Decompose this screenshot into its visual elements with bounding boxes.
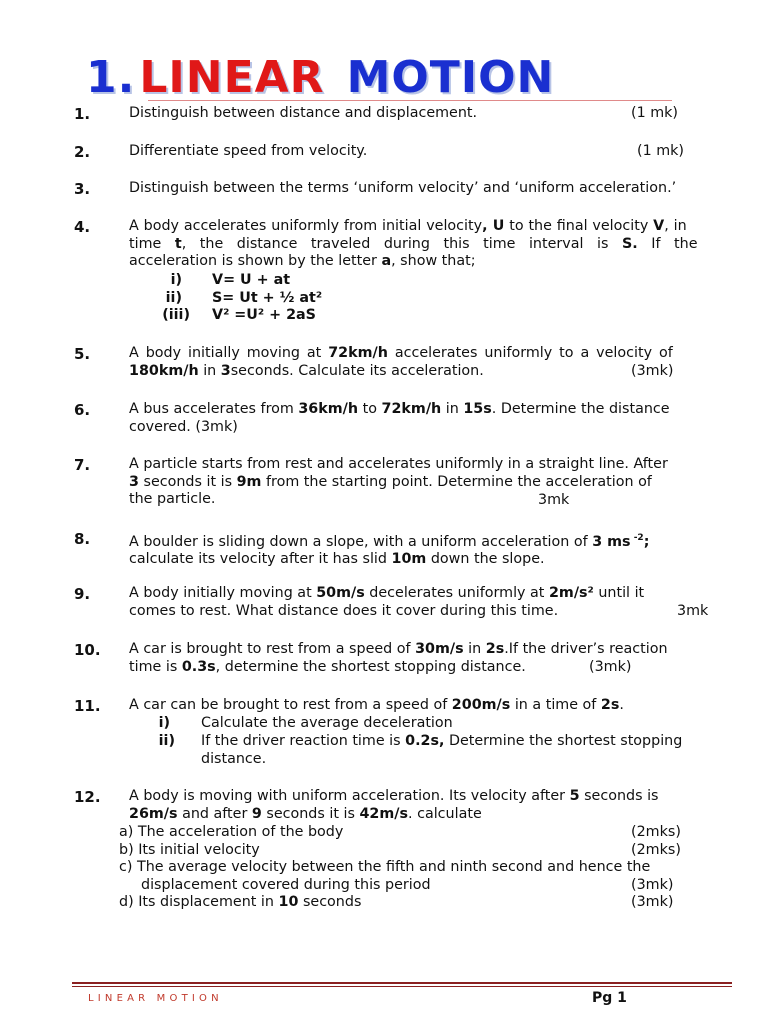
question-mark: 3mk <box>538 492 570 508</box>
question-text: A car is brought to rest from a speed of 30m/s in 2s.If the driver’s reaction time is 0.3s, determine the shortest stopping distance. <box>129 641 668 675</box>
sub-item-label: ii) <box>165 290 182 306</box>
question-number: 7. <box>74 456 91 474</box>
question-text: A boulder is sliding down a slope, with a uniform acceleration of 3 ms $^{-2}$; calculate its velocity after it has slid 10m down the slope. <box>129 533 650 568</box>
question-number: 12. <box>74 788 101 806</box>
question-number: 5. <box>74 345 91 363</box>
question-text: A body is moving with uniform acceleration. Its velocity after 5 seconds is 26m/s and after 9 seconds it is 42m/s. calculate <box>129 788 659 822</box>
question-mark: (1 mk) <box>637 143 685 159</box>
sub-item-text: V= U + at <box>212 272 291 288</box>
question-number: 2. <box>74 143 91 161</box>
question-text: A body initially moving at 72km/h accelerates uniformly to a velocity of 180km/h in 3seconds. Calculate its acceleration. <box>129 345 673 379</box>
sub-item-label: ii) <box>158 733 175 749</box>
title-word-linear: LINEAR <box>139 52 325 103</box>
question-number: 10. <box>74 641 101 659</box>
question-mark: (3mk) <box>589 659 632 675</box>
question-number: 6. <box>74 401 91 419</box>
footer-section-title: LINEAR MOTION <box>88 993 223 1004</box>
sub-item-label: i) <box>170 272 182 288</box>
question-number: 8. <box>74 530 91 548</box>
sub-item-text: If the driver reaction time is 0.2s, Determine the shortest stopping <box>201 733 683 749</box>
sub-item-label: (iii) <box>162 307 190 323</box>
question-text: Distinguish between distance and displacement. <box>129 105 478 121</box>
question-number: 11. <box>74 697 101 715</box>
question-mark: (3mk) <box>631 363 674 379</box>
sub-item-text: S= Ut + ½ at² <box>212 290 323 306</box>
title-number: 1. <box>86 52 136 103</box>
footer-rule-thin <box>72 986 732 987</box>
part-b-text: b) Its initial velocity <box>119 842 260 858</box>
question-text: Differentiate speed from velocity. <box>129 143 368 159</box>
question-number: 4. <box>74 218 91 236</box>
sub-item-text: V² =U² + 2aS <box>212 307 316 323</box>
part-a-text: a) The acceleration of the body <box>119 824 344 840</box>
question-number: 1. <box>74 105 91 123</box>
title-word-motion: MOTION <box>346 52 555 103</box>
sub-item-text-cont: distance. <box>201 751 267 767</box>
question-mark: (1 mk) <box>631 105 679 121</box>
sub-item-text: Calculate the average deceleration <box>201 715 453 731</box>
part-c-text: c) The average velocity between the fifth and ninth second and hence the <box>119 859 651 875</box>
part-a-mark: (2mks) <box>631 824 681 840</box>
footer-rule <box>72 982 732 984</box>
question-mark: 3mk <box>677 603 709 619</box>
question-text: A body initially moving at 50m/s decelerates uniformly at 2m/s² until it comes to rest. What distance does it cover during this time. <box>129 585 645 619</box>
part-d-text: d) Its displacement in 10 seconds <box>119 894 362 910</box>
title-underline <box>148 100 672 101</box>
question-text: A particle starts from rest and accelerates uniformly in a straight line. After 3 seconds it is 9m from the starting point. Determine the acceleration of the particle. <box>129 456 668 508</box>
question-text: A body accelerates uniformly from initial velocity, U to the final velocity V, in time t, the distance traveled during this time interval is S. If the acceleration is shown by the letter a, show that; <box>129 218 698 270</box>
part-d-mark: (3mk) <box>631 894 674 910</box>
question-text: A bus accelerates from 36km/h to 72km/h in 15s. Determine the distance covered. (3mk) <box>129 401 670 435</box>
page-number: Pg 1 <box>592 990 627 1006</box>
question-number: 3. <box>74 180 91 198</box>
part-c-text-cont: displacement covered during this period <box>141 877 431 893</box>
question-text: A car can be brought to rest from a speed of 200m/s in a time of 2s. <box>129 697 624 713</box>
question-text: Distinguish between the terms ‘uniform velocity’ and ‘uniform acceleration.’ <box>129 180 677 196</box>
page-title <box>86 52 686 104</box>
part-b-mark: (2mks) <box>631 842 681 858</box>
question-number: 9. <box>74 585 91 603</box>
part-c-mark: (3mk) <box>631 877 674 893</box>
sub-item-label: i) <box>158 715 170 731</box>
